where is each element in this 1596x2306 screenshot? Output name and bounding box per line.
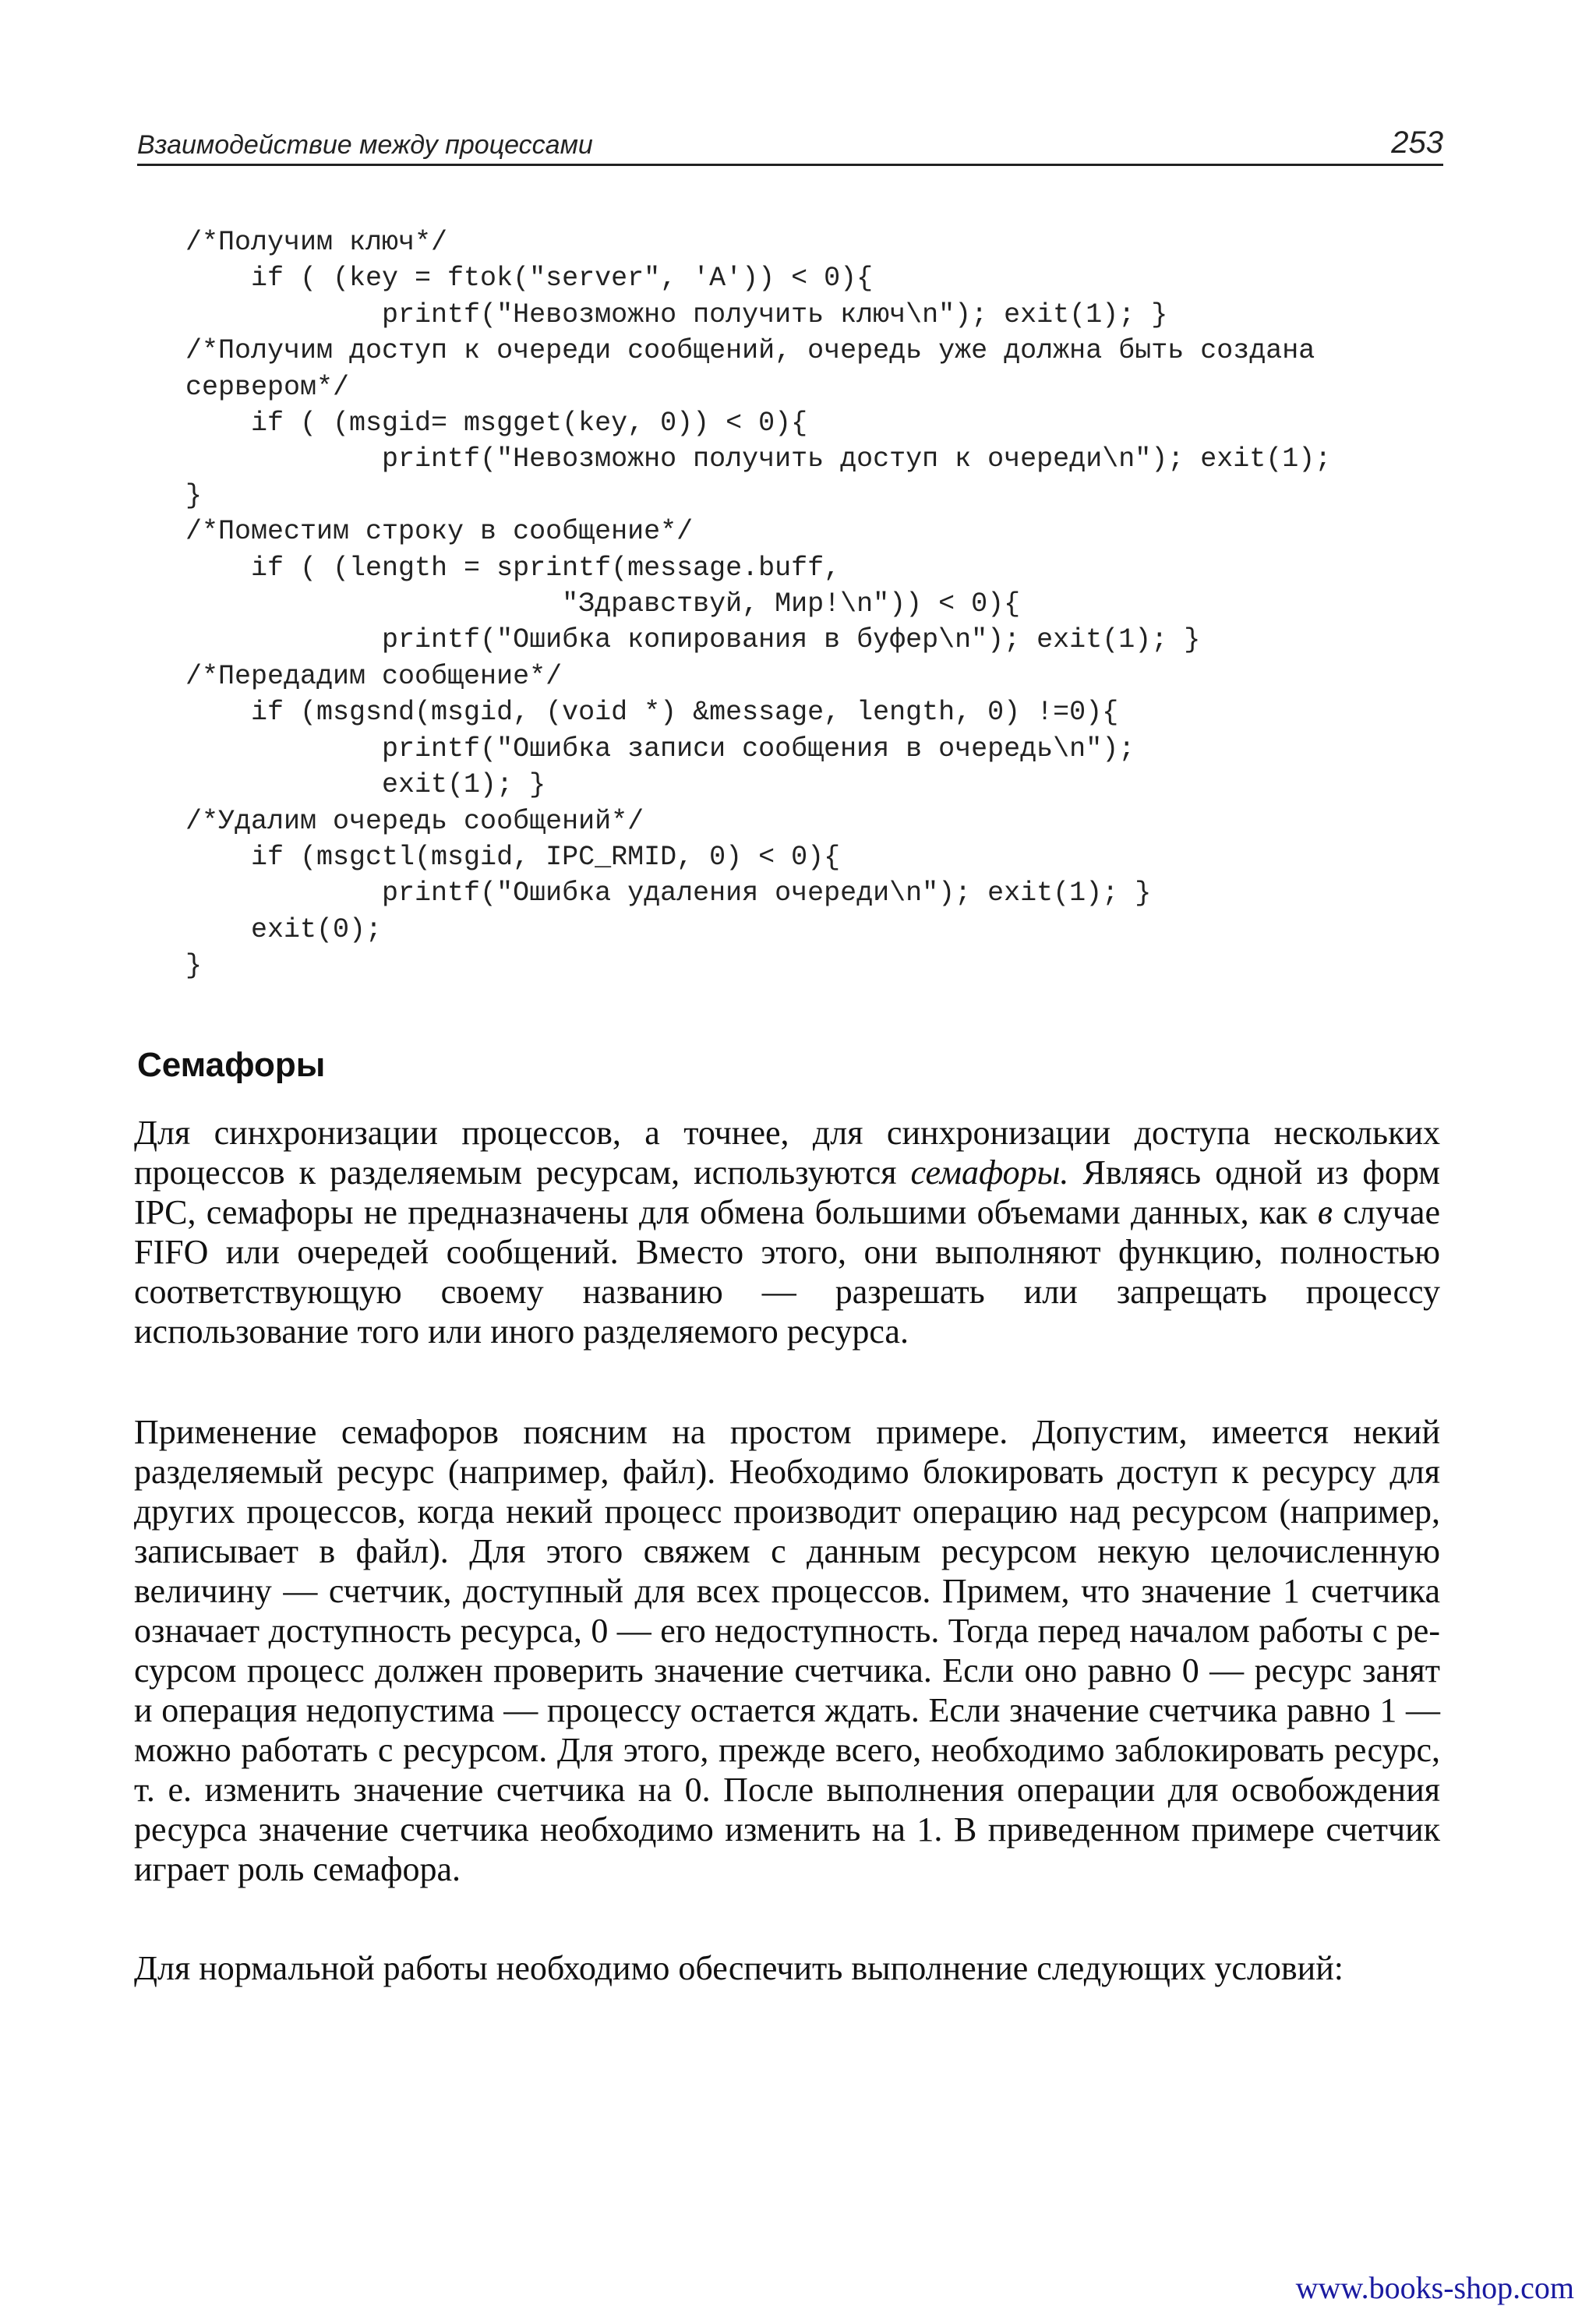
code-line: сервером*/ (185, 371, 350, 403)
code-line: } (185, 479, 203, 511)
text-run: Являясь одной из форм IPC, семафоры не предназначены для обмена большими объемами данных, как (134, 1153, 1441, 1231)
code-line: if ( (msgid= msgget(key, 0)) < 0){ (185, 408, 808, 440)
code-line: /*Получим ключ*/ (185, 227, 448, 258)
code-line: if (msgsnd(msgid, (void *) &message, length, 0) !=0){ (185, 697, 1119, 729)
code-line: printf("Невозможно получить ключ\n"); exit(1); } (185, 298, 1168, 330)
text-run: Для синхронизации процессов, а точнее, для синхронизации доступа нескольких процессов к разделяемым ресурсам, используются (134, 1114, 1440, 1192)
chapter-title: Взаимодействие между процессами (137, 130, 593, 160)
code-line: printf("Ошибка копирования в буфер\n"); exit(1); } (185, 624, 1201, 656)
code-line: printf("Ошибка удаления очереди\n"); exit(1); } (185, 878, 1152, 909)
emphasis: в (1317, 1193, 1333, 1231)
section-heading: Семафоры (137, 1046, 326, 1084)
paragraph-semaphore-example: Применение семафоров поясним на простом примере. Допустим, имеется некий разделяемый ресурс (например, файл). Необходимо блокировать доступ к ресурсу для других процессов, когда некий процесс производит операцию над ресурсом (например, записывает в файл). Для этого свяжем с данным ресурсом некую целочисленную величину — счетчик, доступный для всех процессов. Примем, что значение 1 счетчика означает доступность ресурса, 0 — его недоступность. Тогда перед началом работы с ресурсом процесс должен проверить значение счетчика. Если оно равно 0 — ресурс занят и операция недопустима — процессу остается ждать. Если значение счетчика равно 1 — можно работать с ресурсом. Для этого, прежде всего, необходимо заблокировать ресурс, т. е. изменить значение счетчика на 0. После выполнения операции для освобождения ресурса значение счетчика необходимо изменить на 1. В приведенном примере счетчик играет роль семафора. (134, 1413, 1440, 1888)
code-line: exit(1); } (185, 769, 546, 801)
code-line: /*Поместим строку в сообщение*/ (185, 516, 694, 548)
code-line: if (msgctl(msgid, IPC_RMID, 0) < 0){ (185, 841, 841, 873)
term-emphasis: семафоры. (910, 1153, 1069, 1192)
text-run: случае FIFO или очередей сообщений. Вместо этого, они выполняют функцию, полностью соответствующую своему названию — разрешать или запрещать процессу использование того или иного разделяемого ресурса. (134, 1193, 1440, 1351)
paragraph-semaphores-intro (134, 1113, 1440, 1351)
code-line: "Здравствуй, Мир!\n")) < 0){ (185, 588, 1021, 620)
code-listing (185, 224, 1432, 984)
code-line: /*Удалим очередь сообщений*/ (185, 805, 644, 837)
code-line: } (185, 950, 203, 982)
code-line: printf("Невозможно получить доступ к очереди\n"); exit(1); (185, 443, 1332, 475)
running-header (137, 122, 1443, 166)
code-line: if ( (length = sprintf(message.buff, (185, 552, 841, 584)
code-line: /*Передадим сообщение*/ (185, 660, 563, 692)
code-line: if ( (key = ftok("server", 'A')) < 0){ (185, 263, 874, 295)
code-line: printf("Ошибка записи сообщения в очередь\n"); (185, 733, 1135, 765)
code-line: /*Получим доступ к очереди сообщений, очередь уже должна быть создана (185, 335, 1315, 367)
paragraph-conditions: Для нормальной работы необходимо обеспечить выполнение следующих условий: (134, 1949, 1344, 1987)
footer-url: www.books-shop.com (1295, 2270, 1574, 2305)
page-number: 253 (1391, 125, 1443, 160)
code-line: exit(0); (185, 913, 383, 945)
